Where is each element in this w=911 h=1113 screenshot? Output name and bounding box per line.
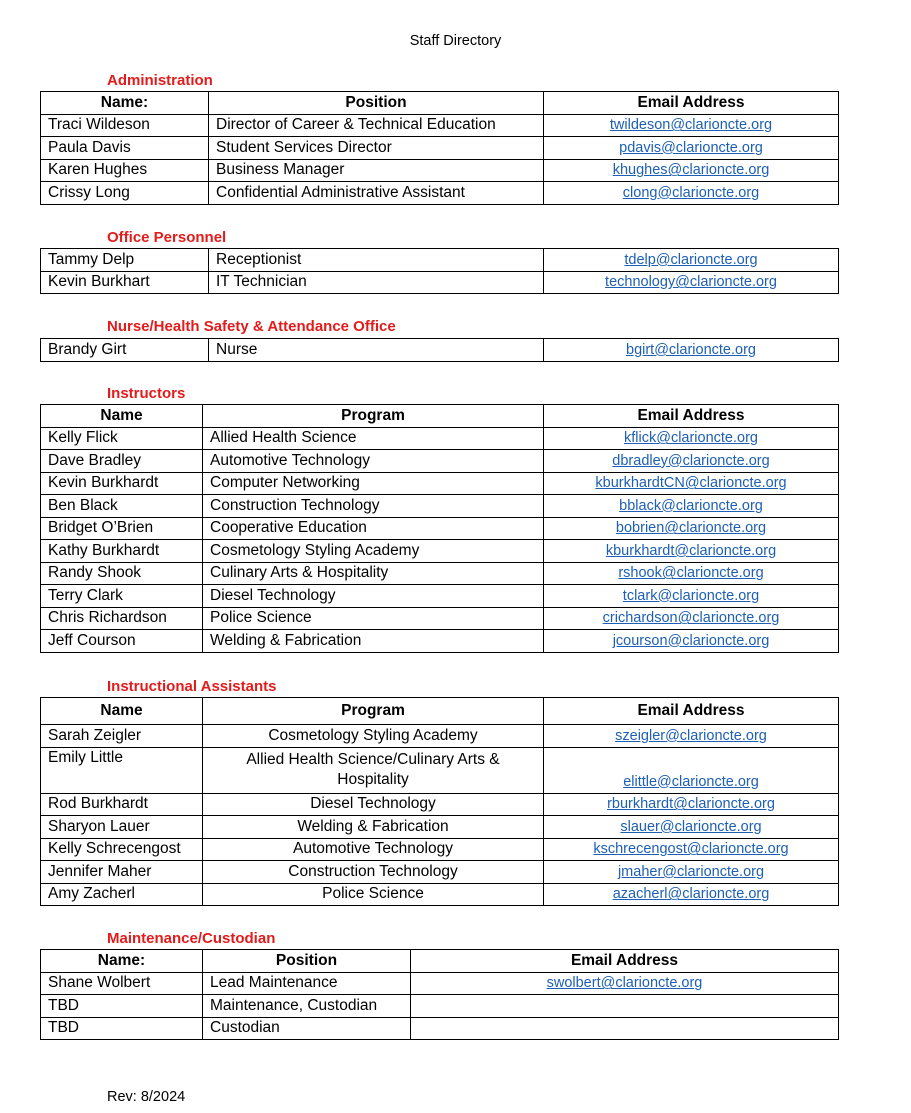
email-link[interactable]: tclark@clarioncte.org bbox=[622, 587, 760, 604]
email-link[interactable]: slauer@clarioncte.org bbox=[620, 818, 762, 835]
header-name: Name: bbox=[41, 950, 203, 973]
table-row bbox=[41, 472, 839, 495]
staff-program: Welding & Fabrication bbox=[203, 816, 544, 839]
staff-name: Tammy Delp bbox=[41, 249, 209, 272]
section-title-maintenance: Maintenance/Custodian bbox=[107, 930, 276, 947]
staff-name: Dave Bradley bbox=[41, 450, 203, 473]
staff-name: Amy Zacherl bbox=[41, 883, 203, 906]
section-title-assistants: Instructional Assistants bbox=[107, 678, 277, 695]
staff-program: Cosmetology Styling Academy bbox=[203, 725, 544, 748]
email-link[interactable]: bblack@clarioncte.org bbox=[619, 497, 763, 514]
table-row bbox=[41, 137, 839, 160]
staff-program: Automotive Technology bbox=[203, 450, 544, 473]
table-row bbox=[41, 249, 839, 272]
table-row bbox=[41, 495, 839, 518]
staff-program: Welding & Fabrication bbox=[203, 630, 544, 653]
section-title-instructors: Instructors bbox=[107, 385, 186, 402]
section-title-nurse: Nurse/Health Safety & Attendance Office bbox=[107, 318, 396, 335]
table-row bbox=[41, 585, 839, 608]
header-program: Program bbox=[203, 405, 544, 428]
table-row bbox=[41, 1017, 839, 1040]
header-program: Program bbox=[203, 698, 544, 725]
header-position: Position bbox=[203, 950, 411, 973]
email-link[interactable]: khughes@clarioncte.org bbox=[612, 162, 770, 179]
email-link[interactable]: bgirt@clarioncte.org bbox=[626, 341, 756, 358]
staff-name: Kathy Burkhardt bbox=[41, 540, 203, 563]
email-link[interactable]: azacherl@clarioncte.org bbox=[612, 886, 770, 903]
email-link[interactable]: pdavis@clarioncte.org bbox=[619, 139, 763, 156]
email-link[interactable]: elittle@clarioncte.org bbox=[623, 773, 759, 790]
staff-position: Confidential Administrative Assistant bbox=[209, 182, 544, 205]
email-link[interactable]: clong@clarioncte.org bbox=[622, 184, 760, 201]
staff-name: Kevin Burkhardt bbox=[41, 472, 203, 495]
table-row bbox=[41, 159, 839, 182]
staff-name: Bridget O’Brien bbox=[41, 517, 203, 540]
staff-name: Traci Wildeson bbox=[41, 114, 209, 137]
table-row bbox=[41, 838, 839, 861]
revision-note: Rev: 8/2024 bbox=[107, 1089, 186, 1105]
section-title-office: Office Personnel bbox=[107, 229, 227, 246]
staff-program: Cooperative Education bbox=[203, 517, 544, 540]
table-row bbox=[41, 339, 839, 362]
table-row bbox=[41, 995, 839, 1018]
header-position: Position bbox=[209, 92, 544, 115]
staff-position: Business Manager bbox=[209, 159, 544, 182]
staff-name: TBD bbox=[41, 1017, 203, 1040]
table-header-row bbox=[41, 405, 839, 428]
email-link[interactable]: szeigler@clarioncte.org bbox=[615, 727, 767, 744]
table-row bbox=[41, 725, 839, 748]
staff-name: Kevin Burkhart bbox=[41, 271, 209, 294]
email-link[interactable]: technology@clarioncte.org bbox=[605, 274, 777, 291]
staff-program: Construction Technology bbox=[203, 861, 544, 884]
assistants-table bbox=[40, 697, 839, 906]
staff-name: Randy Shook bbox=[41, 562, 203, 585]
table-header-row bbox=[41, 698, 839, 725]
staff-program: Diesel Technology bbox=[203, 793, 544, 816]
table-row bbox=[41, 883, 839, 906]
staff-position: Receptionist bbox=[209, 249, 544, 272]
header-name: Name: bbox=[41, 92, 209, 115]
staff-name: Shane Wolbert bbox=[41, 972, 203, 995]
staff-program: Police Science bbox=[203, 883, 544, 906]
email-link[interactable]: tdelp@clarioncte.org bbox=[624, 251, 758, 268]
table-row bbox=[41, 861, 839, 884]
staff-name: Paula Davis bbox=[41, 137, 209, 160]
email-link[interactable]: twildeson@clarioncte.org bbox=[609, 117, 773, 134]
header-email: Email Address bbox=[544, 92, 839, 115]
staff-position: Maintenance, Custodian bbox=[203, 995, 411, 1018]
table-row bbox=[41, 450, 839, 473]
staff-name: Brandy Girt bbox=[41, 339, 209, 362]
staff-name: Chris Richardson bbox=[41, 607, 203, 630]
staff-program: Police Science bbox=[203, 607, 544, 630]
staff-program: Culinary Arts & Hospitality bbox=[203, 562, 544, 585]
staff-program: Cosmetology Styling Academy bbox=[203, 540, 544, 563]
email-link[interactable]: rshook@clarioncte.org bbox=[618, 565, 764, 582]
document-title: Staff Directory bbox=[409, 33, 502, 49]
table-row bbox=[41, 747, 839, 793]
staff-name: Sharyon Lauer bbox=[41, 816, 203, 839]
staff-program: Diesel Technology bbox=[203, 585, 544, 608]
table-row bbox=[41, 607, 839, 630]
staff-position: Student Services Director bbox=[209, 137, 544, 160]
staff-program: Allied Health Science bbox=[203, 427, 544, 450]
email-link[interactable]: bobrien@clarioncte.org bbox=[615, 520, 767, 537]
staff-name: Crissy Long bbox=[41, 182, 209, 205]
email-link[interactable]: kschrecengost@clarioncte.org bbox=[593, 841, 789, 858]
table-row bbox=[41, 816, 839, 839]
table-row bbox=[41, 562, 839, 585]
staff-position: Director of Career & Technical Education bbox=[209, 114, 544, 137]
staff-position: Nurse bbox=[209, 339, 544, 362]
staff-program: Allied Health Science/Culinary Arts & Hospitality bbox=[203, 747, 544, 793]
table-row bbox=[41, 540, 839, 563]
email-link[interactable]: jmaher@clarioncte.org bbox=[617, 863, 765, 880]
staff-position: Lead Maintenance bbox=[203, 972, 411, 995]
table-row bbox=[41, 517, 839, 540]
header-name: Name bbox=[41, 405, 203, 428]
staff-name: Karen Hughes bbox=[41, 159, 209, 182]
header-email: Email Address bbox=[544, 405, 839, 428]
staff-name: Rod Burkhardt bbox=[41, 793, 203, 816]
staff-position: Custodian bbox=[203, 1017, 411, 1040]
staff-name: TBD bbox=[41, 995, 203, 1018]
staff-name: Kelly Schrecengost bbox=[41, 838, 203, 861]
staff-name: Jennifer Maher bbox=[41, 861, 203, 884]
nurse-table bbox=[40, 338, 839, 362]
staff-name: Emily Little bbox=[41, 747, 203, 793]
table-row bbox=[41, 182, 839, 205]
email-link[interactable]: swolbert@clarioncte.org bbox=[546, 975, 703, 992]
email-link[interactable]: jcourson@clarioncte.org bbox=[612, 632, 770, 649]
table-row bbox=[41, 427, 839, 450]
table-row bbox=[41, 630, 839, 653]
administration-table bbox=[40, 91, 839, 205]
email-link[interactable]: kflick@clarioncte.org bbox=[624, 430, 758, 447]
header-email: Email Address bbox=[411, 950, 839, 973]
table-row bbox=[41, 114, 839, 137]
table-row bbox=[41, 793, 839, 816]
table-row bbox=[41, 972, 839, 995]
staff-program: Automotive Technology bbox=[203, 838, 544, 861]
table-row bbox=[41, 271, 839, 294]
header-name: Name bbox=[41, 698, 203, 725]
email-link[interactable]: rburkhardt@clarioncte.org bbox=[607, 796, 775, 813]
email-link[interactable]: crichardson@clarioncte.org bbox=[602, 610, 780, 627]
office-table bbox=[40, 248, 839, 294]
instructors-table bbox=[40, 404, 839, 653]
staff-name: Ben Black bbox=[41, 495, 203, 518]
staff-name: Kelly Flick bbox=[41, 427, 203, 450]
header-email: Email Address bbox=[544, 698, 839, 725]
maintenance-table bbox=[40, 949, 839, 1040]
table-header-row bbox=[41, 950, 839, 973]
empty-email-cell bbox=[411, 995, 839, 1018]
staff-position: IT Technician bbox=[209, 271, 544, 294]
email-link[interactable]: dbradley@clarioncte.org bbox=[612, 452, 770, 469]
email-link[interactable]: kburkhardtCN@clarioncte.org bbox=[595, 475, 787, 492]
staff-program: Construction Technology bbox=[203, 495, 544, 518]
staff-name: Terry Clark bbox=[41, 585, 203, 608]
email-link[interactable]: kburkhardt@clarioncte.org bbox=[605, 542, 777, 559]
empty-email-cell bbox=[411, 1017, 839, 1040]
section-title-administration: Administration bbox=[107, 72, 213, 89]
staff-name: Jeff Courson bbox=[41, 630, 203, 653]
staff-program: Computer Networking bbox=[203, 472, 544, 495]
table-header-row bbox=[41, 92, 839, 115]
staff-name: Sarah Zeigler bbox=[41, 725, 203, 748]
